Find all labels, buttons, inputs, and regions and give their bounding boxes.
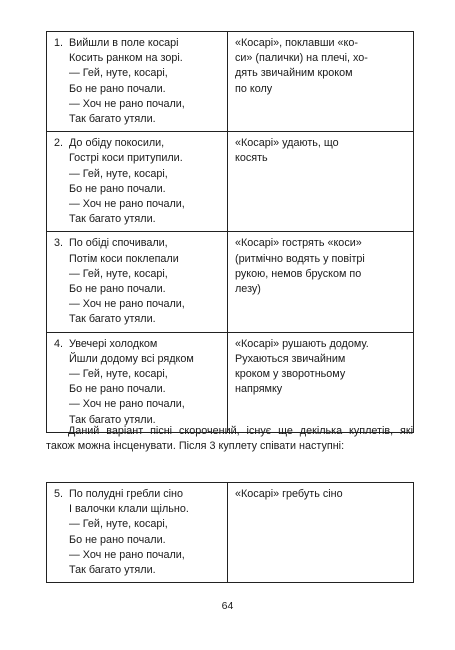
verse-line: І валочки клали щільно.: [69, 503, 189, 516]
verse-lines: [69, 487, 227, 578]
verse-line: — Гей, нуте, косарі,: [69, 167, 168, 180]
verse-line: Гострі коси притупили.: [69, 152, 183, 165]
verse-line: — Гей, нуте, косарі,: [69, 67, 168, 80]
verse-number: 1.: [54, 37, 64, 49]
verse-number: 3.: [54, 237, 64, 250]
verse-line: По полудні гребли сіно: [69, 488, 183, 500]
verse-line: — Хоч не рано почали,: [69, 97, 185, 110]
verse-row: [47, 132, 414, 232]
verse-line: Потім коси поклепали: [69, 252, 179, 265]
verse-line: — Хоч не рано почали,: [69, 198, 185, 211]
action-cell: [228, 232, 414, 332]
extra-verse-table-body: [47, 483, 414, 583]
verse-line: — Хоч не рано почали,: [69, 298, 185, 311]
verse-row: [47, 232, 414, 332]
intro-paragraph: Даний варіант пісні скорочений, існує ще декілька куплетів, які також можна інсценувати. Після 3 куплету співати наступні:: [46, 425, 413, 453]
verse-number: 2.: [54, 137, 64, 150]
verse-lines: [69, 136, 227, 227]
verse-line: Бо не рано почали.: [69, 283, 166, 296]
verse-line: Так багато утяли.: [69, 113, 156, 126]
verse: [54, 236, 227, 327]
verse: [54, 136, 227, 227]
verse-cell: [47, 483, 228, 583]
verse-line: Так багато утяли.: [69, 213, 156, 226]
verse: [54, 487, 227, 578]
verse-line: — Гей, нуте, косарі,: [69, 368, 168, 381]
stage-direction: «Косарі» гребуть сіно: [235, 488, 343, 500]
stage-direction: «Косарі» рушають додому. Рухаються звичайним кроком у зворотньому напрямку: [235, 337, 369, 396]
song-table: [46, 31, 414, 433]
verse-cell: [47, 32, 228, 132]
verse-lines: [69, 36, 227, 127]
verse-row: [47, 332, 414, 432]
verse-number: 5.: [54, 488, 64, 500]
verse-line: Так багато утяли.: [69, 564, 156, 577]
stage-direction: «Косарі» гострять «коси» (ритмічно водять у повітрі рукою, немов бруском по лезу): [235, 237, 365, 296]
verse-row: [47, 32, 414, 132]
verse-line: По обіді спочивали,: [69, 237, 168, 250]
verse: [54, 337, 227, 428]
verse: [54, 36, 227, 127]
verse-line: Косить ранком на зорі.: [69, 52, 183, 65]
verse-lines: [69, 337, 227, 428]
verse-cell: [47, 332, 228, 432]
verse-line: Вийшли в поле косарі: [69, 37, 179, 49]
action-cell: [228, 32, 414, 132]
verse-line: До обіду покосили,: [69, 137, 165, 150]
verse-line: Увечері холодком: [69, 337, 158, 350]
verse-line: — Гей, нуте, косарі,: [69, 267, 168, 280]
verse-line: — Хоч не рано почали,: [69, 398, 185, 411]
page-number: 64: [221, 600, 234, 612]
verse-line: Бо не рано почали.: [69, 82, 166, 95]
verse-line: Так багато утяли.: [69, 313, 156, 326]
action-cell: [228, 132, 414, 232]
verse-cell: [47, 132, 228, 232]
verse-line: — Гей, нуте, косарі,: [69, 518, 168, 531]
verse-line: Бо не рано почали.: [69, 533, 166, 546]
verse-lines: [69, 236, 227, 327]
extra-verse-table: [46, 482, 414, 583]
verse-line: Бо не рано почали.: [69, 383, 166, 396]
verse-row: [47, 483, 414, 583]
song-table-body: [47, 32, 414, 433]
verse-number: 4.: [54, 337, 64, 350]
stage-direction: «Косарі» удають, що косять: [235, 137, 339, 165]
action-cell: [228, 332, 414, 432]
verse-line: Йшли додому всі рядком: [69, 352, 194, 365]
stage-direction: «Косарі», поклавши «ко- си» (палички) на плечі, хо- дять звичайним кроком по колу: [235, 37, 368, 95]
verse-line: Бо не рано почали.: [69, 182, 166, 195]
verse-line: — Хоч не рано почали,: [69, 548, 185, 561]
action-cell: [228, 483, 414, 583]
verse-cell: [47, 232, 228, 332]
verse-line: Так багато утяли.: [69, 413, 156, 426]
